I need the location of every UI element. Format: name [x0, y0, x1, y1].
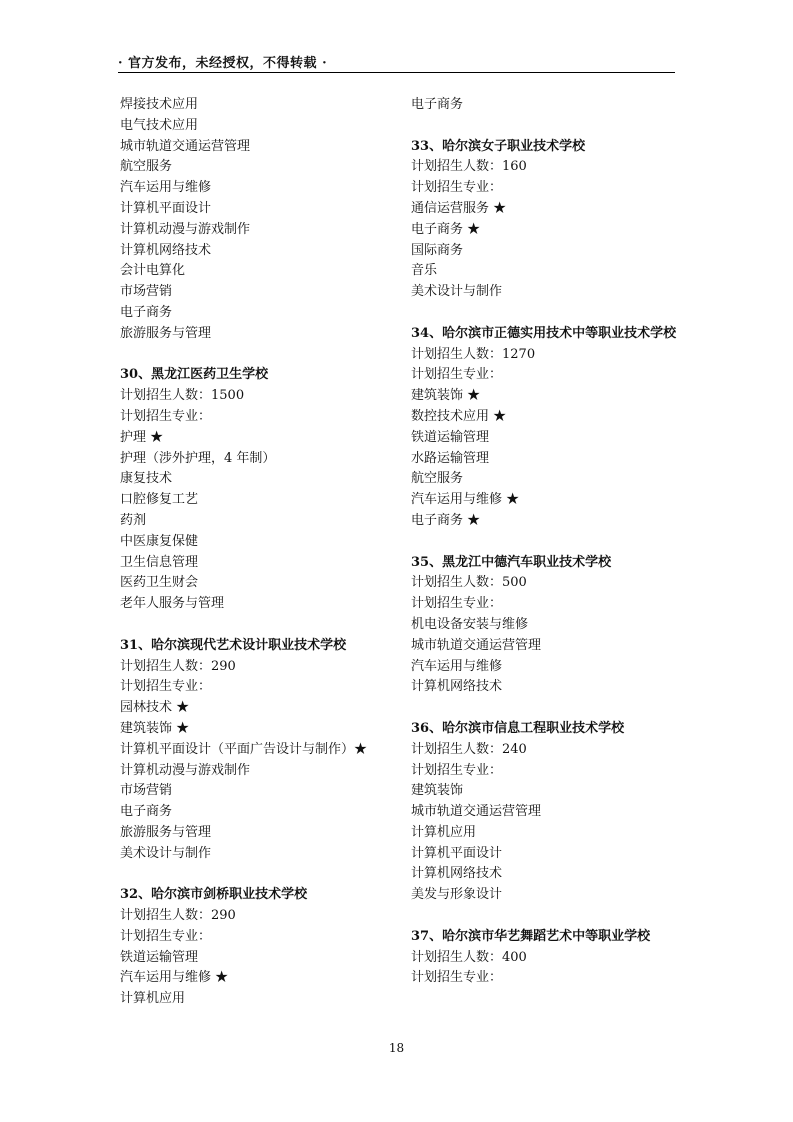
- enrollment-count: 计划招生人数：160: [411, 159, 527, 175]
- major-item: 护理 ★: [120, 429, 164, 445]
- school-entry-31: [120, 636, 395, 865]
- school-entry-33: [411, 137, 681, 303]
- major-item: 计算机动漫与游戏制作: [120, 221, 251, 237]
- majors-label: 计划招生专业：: [411, 762, 503, 778]
- major-item: 美术设计与制作: [120, 845, 212, 861]
- major-item: 美发与形象设计: [411, 887, 503, 903]
- major-item: 机电设备安装与维修: [411, 616, 529, 632]
- major-item: 数控技术应用 ★: [411, 408, 507, 424]
- major-item: 航空服务: [411, 471, 464, 487]
- enrollment-count: 计划招生人数：1500: [120, 388, 245, 404]
- major-item: 汽车运用与维修: [411, 658, 503, 674]
- majors-label: 计划招生专业：: [411, 970, 503, 986]
- major-item: 水路运输管理: [411, 450, 490, 466]
- enrollment-count: 计划招生人数：400: [411, 949, 527, 965]
- majors-label: 计划招生专业：: [120, 928, 212, 944]
- majors-label: 计划招生专业：: [411, 596, 503, 612]
- major-item: 城市轨道交通运营管理: [411, 804, 542, 820]
- page-header: [118, 50, 675, 73]
- major-item: 计算机网络技术: [411, 866, 503, 882]
- major-item: 通信运营服务 ★: [411, 200, 507, 216]
- major-item: 建筑装饰 ★: [411, 388, 481, 404]
- major-item: 电子商务: [120, 804, 173, 820]
- school-name: 36、哈尔滨市信息工程职业技术学校: [411, 720, 625, 736]
- major-item: 计算机网络技术: [120, 242, 212, 258]
- major-item: 电子商务: [120, 304, 173, 320]
- major-item: 旅游服务与管理: [120, 325, 212, 341]
- school-name: 31、哈尔滨现代艺术设计职业技术学校: [120, 637, 347, 653]
- school-entry-35: [411, 553, 681, 699]
- school-entry-36: [411, 719, 681, 906]
- major-item: 音乐: [411, 263, 438, 279]
- major-item: 铁道运输管理: [411, 429, 490, 445]
- major-item: 美术设计与制作: [411, 284, 503, 300]
- school-name: 30、黑龙江医药卫生学校: [120, 367, 269, 383]
- major-item: 国际商务: [411, 242, 464, 258]
- major-item: 老年人服务与管理: [120, 596, 225, 612]
- major-item: 市场营销: [120, 284, 173, 300]
- enrollment-count: 计划招生人数：240: [411, 741, 527, 757]
- major-item: 中医康复保健: [120, 533, 199, 549]
- enrollment-count: 计划招生人数：290: [120, 908, 236, 924]
- majors-label: 计划招生专业：: [411, 367, 503, 383]
- school-entry-32: [120, 885, 395, 1010]
- copyright-notice: · 官方发布，未经授权，不得转载 ·: [118, 56, 328, 71]
- major-item: 电子商务 ★: [411, 512, 481, 528]
- continued-major-list: [411, 95, 681, 116]
- major-item: 药剂: [120, 512, 147, 528]
- major-item: 城市轨道交通运营管理: [411, 637, 542, 653]
- page-number: 18: [388, 1041, 405, 1055]
- major-item: 康复技术: [120, 471, 173, 487]
- major-item: 医药卫生财会: [120, 575, 199, 591]
- major-item: 汽车运用与维修 ★: [411, 492, 520, 508]
- continued-major-list: [120, 95, 395, 345]
- major-item: 电子商务 ★: [411, 221, 481, 237]
- school-entry-34: [411, 324, 681, 532]
- major-item: 市场营销: [120, 783, 173, 799]
- major-item: 建筑装饰: [411, 783, 464, 799]
- major-item: 护理（涉外护理，4 年制）: [120, 450, 276, 466]
- major-item: 计算机平面设计: [411, 845, 503, 861]
- school-name: 33、哈尔滨女子职业技术学校: [411, 138, 586, 154]
- school-name: 37、哈尔滨市华艺舞蹈艺术中等职业学校: [411, 928, 651, 944]
- major-item: 计算机平面设计: [120, 200, 212, 216]
- major-item: 汽车运用与维修 ★: [120, 970, 229, 986]
- enrollment-count: 计划招生人数：500: [411, 575, 527, 591]
- major-item: 焊接技术应用: [120, 97, 199, 112]
- major-item: 会计电算化: [120, 263, 186, 279]
- school-entry-30: [120, 365, 395, 615]
- school-name: 35、黑龙江中德汽车职业技术学校: [411, 554, 612, 570]
- major-item: 建筑装饰 ★: [120, 720, 190, 736]
- major-item: 计算机应用: [120, 991, 186, 1007]
- left-column: [120, 95, 395, 1010]
- major-item: 电子商务: [411, 97, 464, 112]
- school-name: 34、哈尔滨市正德实用技术中等职业技术学校: [411, 325, 677, 341]
- majors-label: 计划招生专业：: [411, 180, 503, 196]
- major-item: 计算机动漫与游戏制作: [120, 762, 251, 778]
- major-item: 计算机网络技术: [411, 679, 503, 695]
- major-item: 园林技术 ★: [120, 700, 190, 716]
- majors-label: 计划招生专业：: [120, 679, 212, 695]
- right-column: [411, 95, 681, 989]
- enrollment-count: 计划招生人数：1270: [411, 346, 536, 362]
- major-item: 铁道运输管理: [120, 949, 199, 965]
- major-item: 计算机平面设计（平面广告设计与制作）★: [120, 741, 368, 757]
- enrollment-count: 计划招生人数：290: [120, 658, 236, 674]
- school-entry-37: [411, 927, 681, 989]
- school-name: 32、哈尔滨市剑桥职业技术学校: [120, 887, 308, 903]
- major-item: 汽车运用与维修: [120, 180, 212, 196]
- major-item: 旅游服务与管理: [120, 824, 212, 840]
- major-item: 计算机应用: [411, 824, 477, 840]
- major-item: 城市轨道交通运营管理: [120, 138, 251, 154]
- major-item: 口腔修复工艺: [120, 492, 199, 508]
- majors-label: 计划招生专业：: [120, 408, 212, 424]
- major-item: 航空服务: [120, 159, 173, 175]
- major-item: 卫生信息管理: [120, 554, 199, 570]
- major-item: 电气技术应用: [120, 117, 199, 133]
